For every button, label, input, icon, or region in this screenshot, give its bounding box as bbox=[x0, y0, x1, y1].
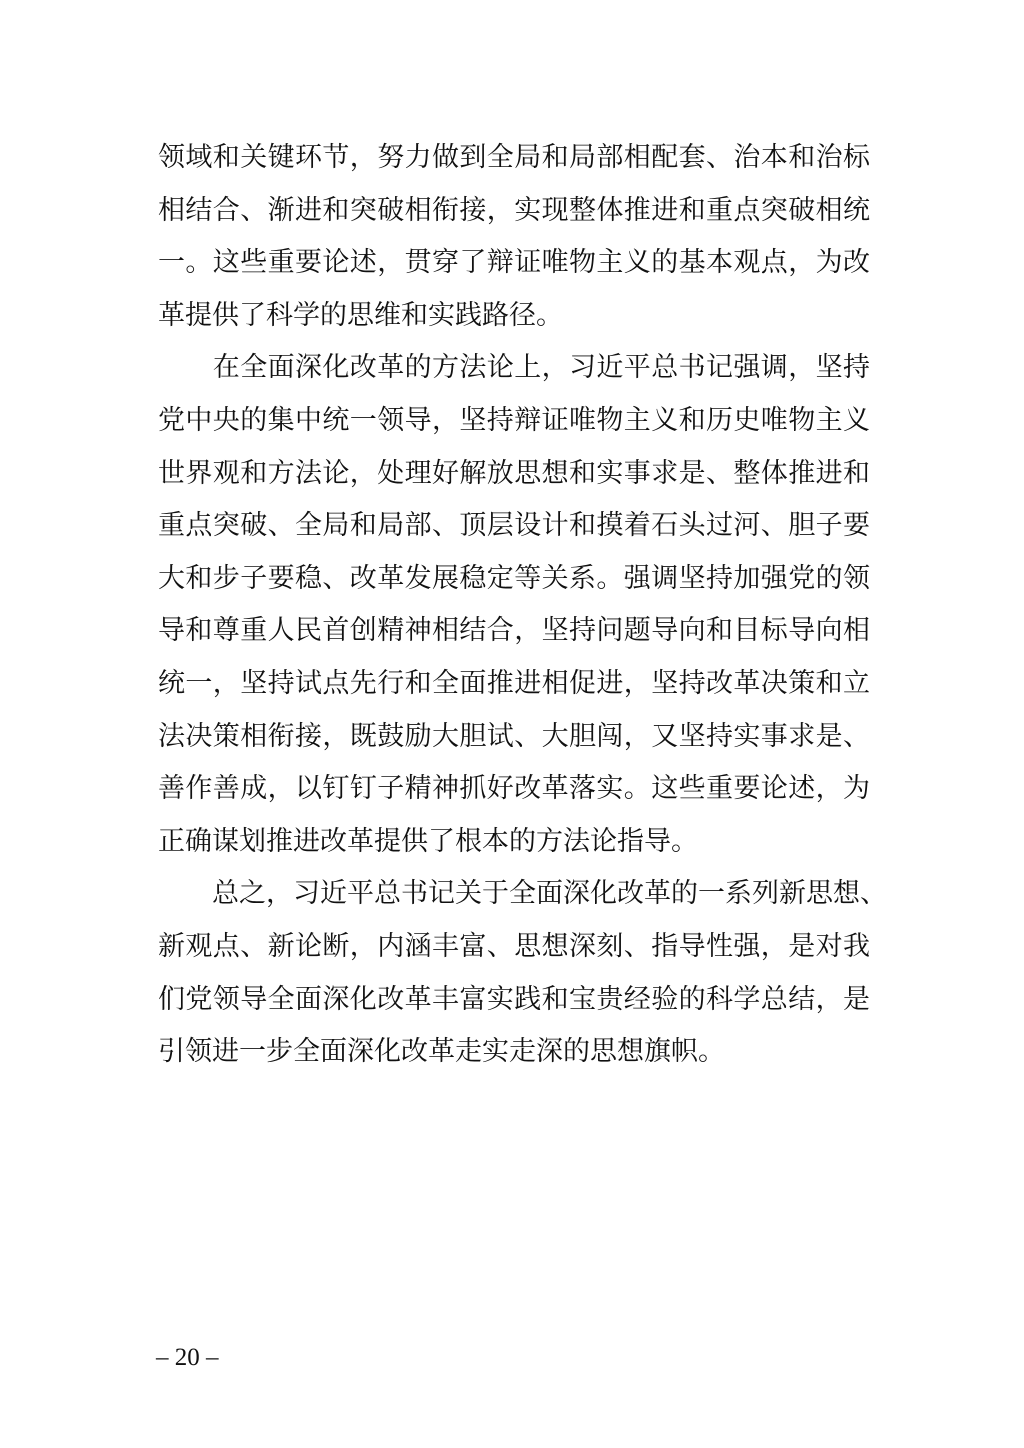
text-line: 相结合、渐进和突破相衔接，实现整体推进和重点突破相统 bbox=[158, 194, 870, 226]
text-line: 导和尊重人民首创精神相结合，坚持问题导向和目标导向相 bbox=[158, 615, 870, 647]
text-line: 总之，习近平总书记关于全面深化改革的一系列新思想、 bbox=[158, 878, 887, 910]
text-line: 新观点、新论断，内涵丰富、思想深刻、指导性强，是对我 bbox=[158, 930, 870, 962]
text-line: 重点突破、全局和局部、顶层设计和摸着石头过河、胆子要 bbox=[158, 510, 870, 542]
text-line: 大和步子要稳、改革发展稳定等关系。强调坚持加强党的领 bbox=[158, 562, 870, 594]
text-line: 引领进一步全面深化改革走实走深的思想旗帜。 bbox=[158, 1036, 725, 1068]
text-line: 正确谋划推进改革提供了根本的方法论指导。 bbox=[158, 825, 698, 857]
text-line: 法决策相衔接，既鼓励大胆试、大胆闯，又坚持实事求是、 bbox=[158, 720, 870, 752]
text-line: 革提供了科学的思维和实践路径。 bbox=[158, 299, 563, 331]
text-line: 一。这些重要论述，贯穿了辩证唯物主义的基本观点，为改 bbox=[158, 247, 870, 279]
text-line: 党中央的集中统一领导，坚持辩证唯物主义和历史唯物主义 bbox=[158, 404, 870, 436]
paragraph bbox=[158, 132, 870, 342]
text-line: 们党领导全面深化改革丰富实践和宝贵经验的科学总结，是 bbox=[158, 983, 870, 1015]
text-line: 领域和关键环节，努力做到全局和局部相配套、治本和治标 bbox=[158, 142, 870, 173]
text-line: 世界观和方法论，处理好解放思想和实事求是、整体推进和 bbox=[158, 457, 870, 489]
text-line: 善作善成，以钉钉子精神抓好改革落实。这些重要论述，为 bbox=[158, 773, 870, 805]
text-line: 在全面深化改革的方法论上，习近平总书记强调，坚持 bbox=[158, 352, 870, 384]
text-line: 统一，坚持试点先行和全面推进相促进，坚持改革决策和立 bbox=[158, 667, 870, 699]
paragraph bbox=[158, 868, 887, 1078]
paragraph bbox=[158, 342, 870, 868]
page-number: – 20 – bbox=[156, 1344, 219, 1371]
body-text bbox=[158, 132, 887, 1079]
